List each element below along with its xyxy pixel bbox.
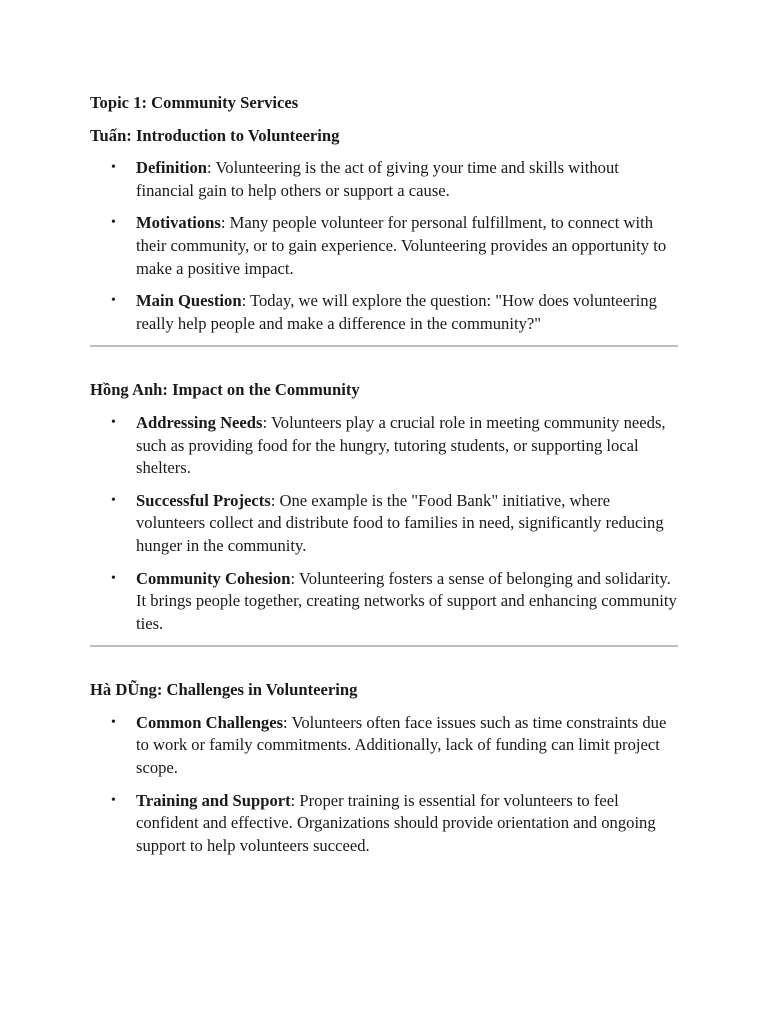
list-item [90,712,678,780]
section-impact [90,379,678,635]
item-term: Community Cohesion [136,568,291,588]
list-item [90,412,678,480]
item-text: : Proper training is essential for volunteers to feel confident and effective. Organizations should provide orientation and ongoing support to help volunteers succeed. [136,790,656,855]
bullet-icon: • [111,160,116,176]
section-introduction [90,125,678,336]
item-term: Common Challenges [136,712,284,732]
section-heading: Hà DŨng: Challenges in Volunteering [90,680,358,700]
list-item [90,568,678,636]
bullet-list [90,712,678,858]
item-term: Addressing Needs [136,412,263,432]
bullet-list [90,412,678,635]
item-term: Successful Projects [136,490,271,510]
bullet-icon: • [111,414,116,430]
section-divider [90,645,678,647]
bullet-icon: • [111,215,116,231]
list-item [90,490,678,558]
section-divider [90,345,678,347]
bullet-icon: • [111,293,116,309]
bullet-icon: • [111,570,116,586]
item-text: : One example is the "Food Bank" initiative, where volunteers collect and distribute food to families in need, significantly reducing hunger in the community. [136,490,664,555]
item-term: Motivations [136,213,221,233]
item-term: Main Question [136,291,242,311]
item-text: : Volunteering fosters a sense of belonging and solidarity. It brings people together, creating networks of support and enhancing community ties. [136,568,677,633]
list-item [90,157,678,202]
section-heading: Hồng Anh: Impact on the Community [90,380,360,400]
list-item [90,790,678,858]
item-text: : Volunteering is the act of giving your time and skills without financial gain to help others or support a cause. [136,158,619,200]
item-text: : Today, we will explore the question: "How does volunteering really help people and make a difference in the community?" [136,291,657,333]
bullet-list [90,157,678,335]
item-text: : Volunteers often face issues such as time constraints due to work or family commitments. Additionally, lack of funding can limit project scope. [136,712,667,778]
bullet-icon: • [111,492,116,508]
bullet-icon: • [111,714,116,730]
list-item [90,290,678,335]
section-heading: Tuấn: Introduction to Volunteering [90,125,340,145]
list-item [90,212,678,280]
bullet-icon: • [111,792,116,808]
item-term: Definition [136,158,207,178]
item-text: : Many people volunteer for personal fulfillment, to connect with their community, or to gain experience. Volunteering provides an opportunity to make a positive impact. [136,213,667,278]
item-term: Training and Support [136,790,291,810]
item-text: : Volunteers play a crucial role in meeting community needs, such as providing food for the hungry, tutoring students, or supporting local shelters. [136,412,666,478]
topic-title: Topic 1: Community Services [90,93,299,112]
section-challenges [90,679,678,857]
